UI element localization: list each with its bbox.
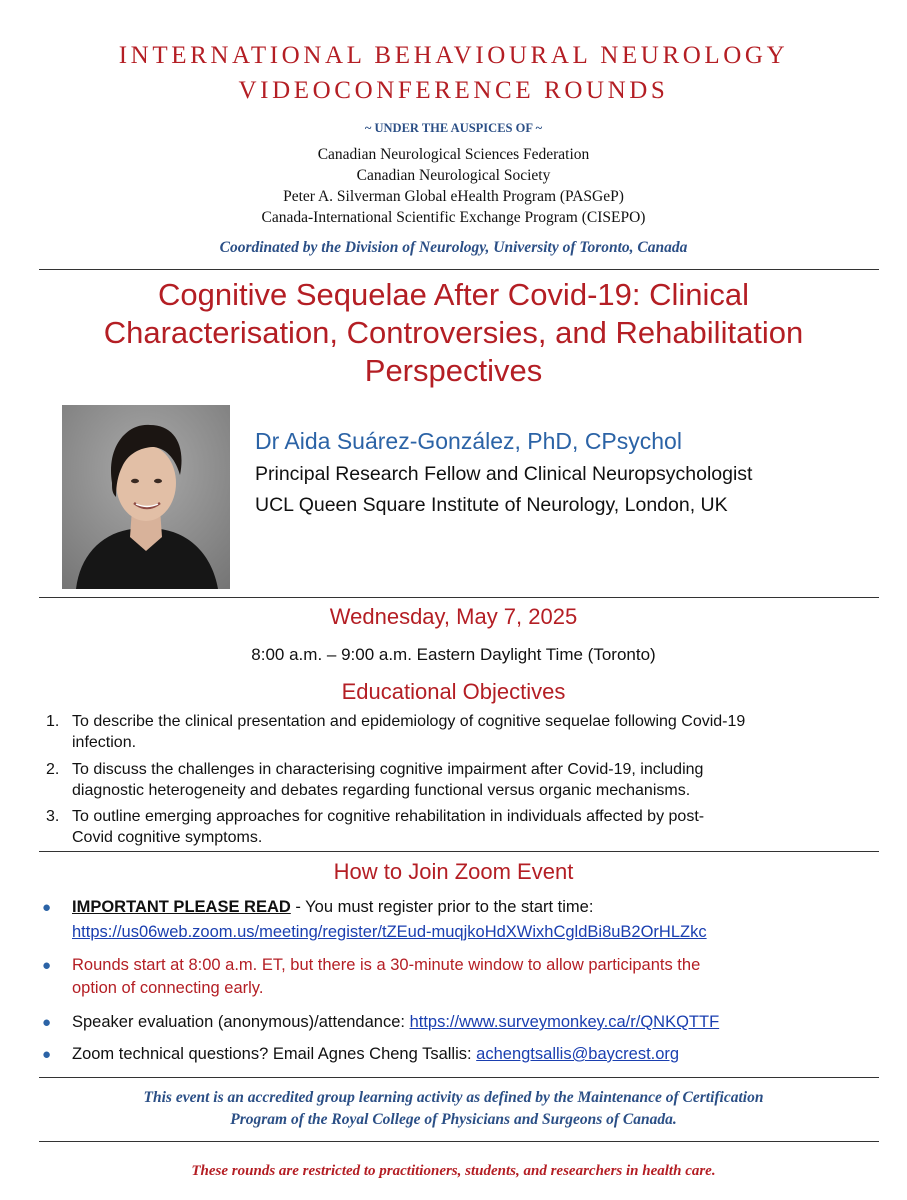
divider [39,1077,879,1078]
organization-list [0,144,907,228]
divider [39,1141,879,1142]
divider [39,269,879,270]
rounds-text-line-1: Rounds start at 8:00 a.m. ET, but there is a 30-minute window to allow participants the [72,956,701,974]
objective-item [38,711,888,753]
organization-item: Canadian Neurological Society [356,167,551,184]
speaker-name: Dr Aida Suárez-González, PhD, CPsychol [255,428,682,454]
title-line-1: INTERNATIONAL BEHAVIOURAL NEUROLOGY [118,42,789,69]
bullet-icon: ● [42,1014,52,1031]
accreditation-line-2: Program of the Royal College of Physicians and Surgeons of Canada. [230,1111,677,1128]
evaluation-text: Speaker evaluation (anonymous)/attendance: [72,1013,410,1031]
zoom-bullet-register [42,896,892,944]
objective-item [38,806,888,848]
organization-item: Peter A. Silverman Global eHealth Program (PASGeP) [283,188,624,205]
accreditation-line-1: This event is an accredited group learning activity as defined by the Maintenance of Certification [143,1089,764,1106]
zoom-bullet-tech [42,1043,892,1066]
objective-text-line-1: To describe the clinical presentation and epidemiology of cognitive sequelae following Covid-19 [72,713,746,730]
speaker-photo [62,405,230,589]
event-date: Wednesday, May 7, 2025 [329,604,578,629]
tech-email-link[interactable]: achengtsallis@baycrest.org [476,1045,680,1063]
talk-title [20,276,887,390]
auspices-label: ~ UNDER THE AUSPICES OF ~ [364,121,543,135]
talk-title-line-1: Cognitive Sequelae After Covid-19: Clinical [157,277,750,312]
objectives-heading: Educational Objectives [341,679,566,704]
zoom-bullet-rounds [42,954,892,1000]
coordinated-by: Coordinated by the Division of Neurology, University of Toronto, Canada [219,239,688,256]
objective-text-line-1: To outline emerging approaches for cognitive rehabilitation in individuals affected by post- [72,808,705,825]
event-time: 8:00 a.m. – 9:00 a.m. Eastern Daylight Time (Toronto) [251,645,656,664]
title-line-2: VIDEOCONFERENCE ROUNDS [238,77,669,104]
speaker-portrait-image [62,405,230,589]
bullet-icon: ● [42,1046,52,1063]
objective-number: 2. [46,761,60,778]
zoom-bullet-evaluation [42,1011,892,1034]
objective-text-line-2: diagnostic heterogeneity and debates regarding functional versus organic mechanisms. [72,782,691,799]
evaluation-link[interactable]: https://www.surveymonkey.ca/r/QNKQTTF [409,1013,720,1031]
bullet-icon: ● [42,899,52,916]
event-series-title [0,38,907,108]
organization-item: Canadian Neurological Sciences Federation [317,146,590,163]
objective-text-line-2: Covid cognitive symptoms. [72,829,263,846]
objective-number: 1. [46,713,60,730]
talk-title-line-3: Perspectives [364,353,543,388]
objective-item [38,759,888,801]
talk-title-line-2: Characterisation, Controversies, and Rehabilitation [103,315,804,350]
divider [39,597,879,598]
important-label: IMPORTANT PLEASE READ [72,898,291,916]
zoom-heading: How to Join Zoom Event [333,859,574,884]
organization-item: Canada-International Scientific Exchange Program (CISEPO) [261,209,646,226]
divider [39,851,879,852]
objective-text-line-2: infection. [72,734,137,751]
accreditation-note [0,1087,907,1131]
speaker-affiliation: UCL Queen Square Institute of Neurology, London, UK [255,494,728,516]
important-text: - You must register prior to the start time: [290,898,594,916]
bullet-icon: ● [42,957,52,974]
objective-number: 3. [46,808,60,825]
tech-text: Zoom technical questions? Email Agnes Cheng Tsallis: [72,1045,477,1063]
restriction-note: These rounds are restricted to practitioners, students, and researchers in health care. [191,1163,716,1179]
rounds-text-line-2: option of connecting early. [72,979,264,997]
speaker-role: Principal Research Fellow and Clinical Neuropsychologist [255,463,753,485]
objective-text-line-1: To discuss the challenges in characterising cognitive impairment after Covid-19, including [72,761,704,778]
register-link[interactable]: https://us06web.zoom.us/meeting/register/tZEud-muqjkoHdXWixhCgldBi8uB2OrHLZkc [72,923,707,941]
